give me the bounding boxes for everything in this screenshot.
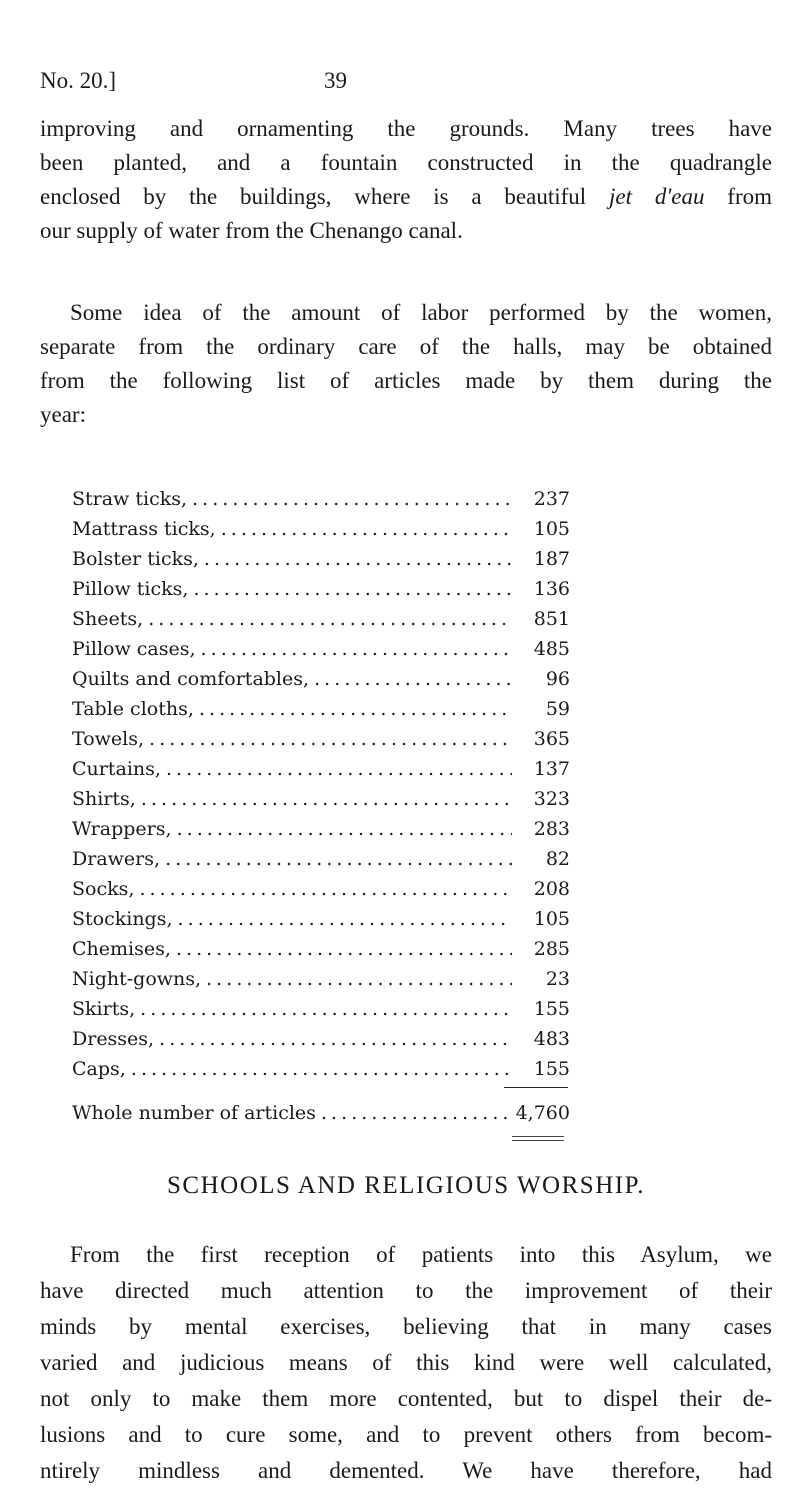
list-item bbox=[72, 874, 570, 904]
list-item bbox=[72, 484, 570, 514]
article-label: Towels, . . . bbox=[72, 724, 512, 754]
article-label: Night-gowns, . . . bbox=[72, 964, 512, 994]
list-item bbox=[72, 724, 570, 754]
article-label: Stockings, . . . bbox=[72, 904, 512, 934]
document-number: No. 20.] bbox=[40, 68, 117, 93]
text-line: have directed much attention to the improvement of their bbox=[40, 1278, 772, 1303]
list-item bbox=[72, 604, 570, 634]
article-count: 187 bbox=[533, 548, 570, 570]
italic-term: jet d'eau bbox=[609, 184, 705, 209]
article-count: 365 bbox=[533, 728, 570, 750]
total-value: 4,760 bbox=[515, 1102, 570, 1124]
list-item bbox=[72, 784, 570, 814]
list-item bbox=[72, 964, 570, 994]
list-item bbox=[72, 1054, 570, 1084]
article-count: 285 bbox=[533, 938, 570, 960]
text-line: varied and judicious means of this kind were well calculated, bbox=[40, 1350, 772, 1375]
list-item bbox=[72, 694, 570, 724]
article-label: Table cloths, . . . bbox=[72, 694, 512, 724]
list-item bbox=[72, 754, 570, 784]
list-item bbox=[72, 814, 570, 844]
article-label: Skirts, . . . bbox=[72, 994, 512, 1024]
article-label: Drawers, . . . bbox=[72, 844, 512, 874]
paragraph-labor bbox=[40, 296, 772, 432]
article-count: 483 bbox=[533, 1028, 570, 1050]
list-item bbox=[72, 1024, 570, 1054]
article-label: Chemises, . . . bbox=[72, 934, 512, 964]
page-header bbox=[40, 62, 380, 102]
article-label: Pillow ticks, . . . bbox=[72, 574, 512, 604]
total-row bbox=[72, 1098, 570, 1128]
list-item bbox=[72, 634, 570, 664]
paragraph-grounds bbox=[40, 112, 772, 248]
articles-list bbox=[72, 484, 570, 1084]
text-fragment: enclosed by the buildings, where is a beautiful bbox=[40, 184, 587, 209]
total-double-rule bbox=[512, 1136, 564, 1141]
article-count: 283 bbox=[533, 818, 570, 840]
article-label: Dresses, . . . bbox=[72, 1024, 512, 1054]
text-line: Some idea of the amount of labor performed by the women, bbox=[70, 300, 772, 325]
article-label: Socks, . . . bbox=[72, 874, 512, 904]
total-label: Whole number of articles . . . bbox=[72, 1098, 508, 1128]
text-line: From the first reception of patients into this Asylum, we bbox=[70, 1242, 772, 1267]
article-label: Shirts, . . . bbox=[72, 784, 512, 814]
text-line: separate from the ordinary care of the halls, may be obtained bbox=[40, 334, 772, 359]
list-item bbox=[72, 904, 570, 934]
article-label: Mattrass ticks, . . . bbox=[72, 514, 512, 544]
article-label: Straw ticks, . . . bbox=[72, 484, 512, 514]
list-item bbox=[72, 994, 570, 1024]
list-item bbox=[72, 844, 570, 874]
article-count: 237 bbox=[533, 488, 570, 510]
article-count: 851 bbox=[533, 608, 570, 630]
article-count: 96 bbox=[545, 668, 570, 690]
article-count: 23 bbox=[545, 968, 570, 990]
page-number: 39 bbox=[324, 68, 347, 93]
list-item bbox=[72, 544, 570, 574]
paragraph-schools bbox=[40, 1237, 772, 1489]
sum-rule bbox=[504, 1087, 568, 1088]
article-label: Bolster ticks, . . . bbox=[72, 544, 512, 574]
text-line: ntirely mindless and demented. We have therefore, had bbox=[40, 1458, 772, 1483]
text-line: been planted, and a fountain constructed in the quadrangle bbox=[40, 150, 772, 175]
article-label: Quilts and comfortables, . . . bbox=[72, 664, 512, 694]
article-label: Wrappers, . . . bbox=[72, 814, 512, 844]
article-count: 485 bbox=[533, 638, 570, 660]
text-fragment: from bbox=[727, 184, 773, 209]
article-count: 105 bbox=[533, 908, 570, 930]
article-count: 136 bbox=[533, 578, 570, 600]
text-line: year: bbox=[40, 402, 86, 427]
article-label: Pillow cases, . . . bbox=[72, 634, 512, 664]
article-count: 155 bbox=[533, 998, 570, 1020]
text-line: our supply of water from the Chenango canal. bbox=[40, 218, 463, 243]
article-count: 208 bbox=[533, 878, 570, 900]
article-count: 323 bbox=[533, 788, 570, 810]
text-line-with-italic bbox=[40, 180, 772, 214]
text-line: improving and ornamenting the grounds. Many trees have bbox=[40, 116, 772, 141]
article-count: 137 bbox=[533, 758, 570, 780]
article-count: 105 bbox=[533, 518, 570, 540]
article-label: Sheets, . . . bbox=[72, 604, 512, 634]
list-item bbox=[72, 514, 570, 544]
text-line: from the following list of articles made by them during the bbox=[40, 368, 772, 393]
text-line: minds by mental exercises, believing that in many cases bbox=[40, 1314, 772, 1339]
article-label: Curtains, . . . bbox=[72, 754, 512, 784]
article-count: 59 bbox=[545, 698, 570, 720]
text-line: lusions and to cure some, and to prevent others from becom- bbox=[40, 1422, 772, 1447]
article-label: Caps, . . . bbox=[72, 1054, 512, 1084]
section-heading: SCHOOLS AND RELIGIOUS WORSHIP. bbox=[167, 1172, 645, 1199]
text-line: not only to make them more contented, but to dispel their de- bbox=[40, 1386, 772, 1411]
list-item bbox=[72, 934, 570, 964]
article-count: 82 bbox=[545, 848, 570, 870]
list-item bbox=[72, 664, 570, 694]
list-item bbox=[72, 574, 570, 604]
article-count: 155 bbox=[533, 1058, 570, 1080]
